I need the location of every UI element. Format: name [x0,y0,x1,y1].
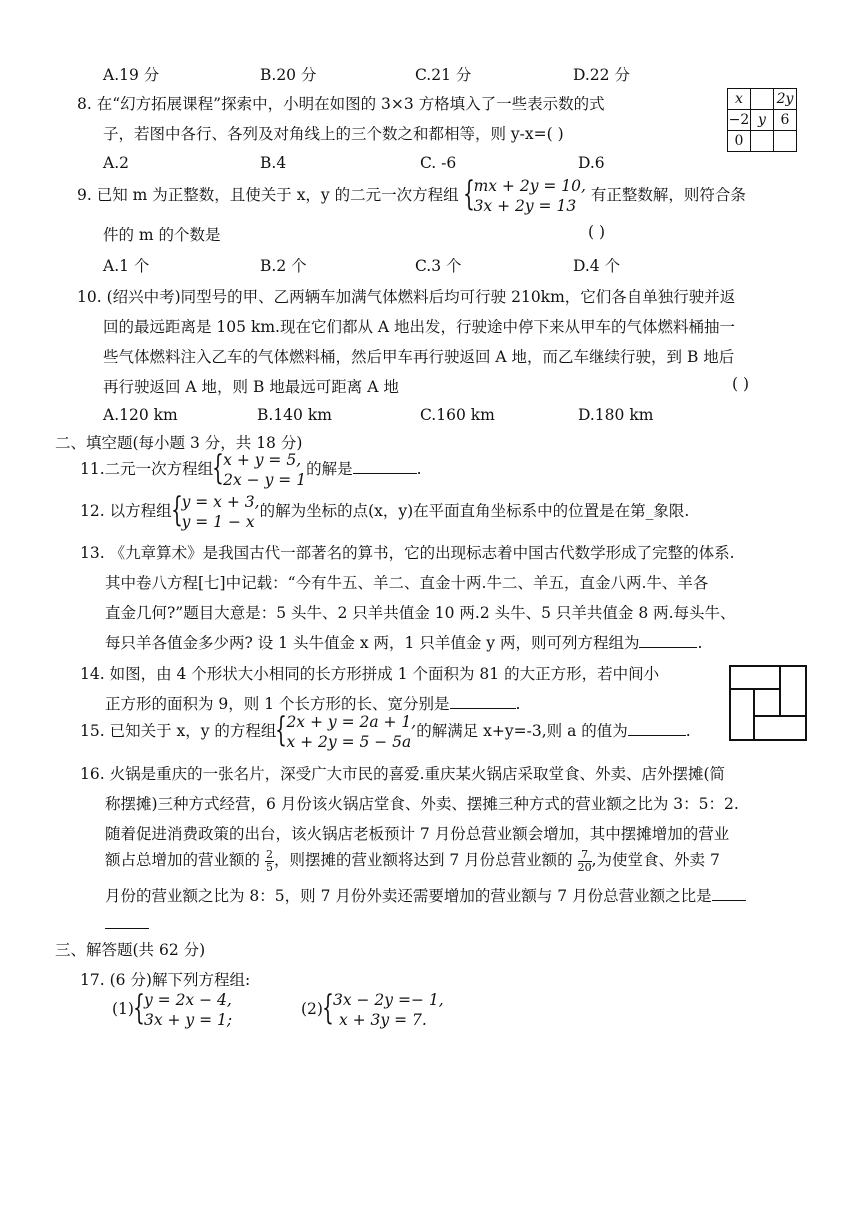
q16-line1: 16. 火锅是重庆的一张名片，深受广大市民的喜爱.重庆某火锅店采取堂食、外卖、店外摆摊(简 [80,765,726,783]
q17-p2-eq2: x + 3y = 7. [338,1011,427,1029]
brace-icon: { [275,710,288,750]
q10-line4: 再行驶返回 A 地，则 B 地最远可距离 A 地 [103,378,399,396]
magic-cell: 6 [774,110,797,131]
q14-line2 [105,692,520,714]
q15-equation-system [276,712,416,752]
q17-part1-label: (1) [112,1000,134,1018]
q17-part2 [301,990,444,1030]
q10-line3: 些气体燃料注入乙车的气体燃料桶，然后甲车再行驶返回 A 地，而乙车继续行驶，到 B 地后 [103,348,735,366]
q15-pre: 15. 已知关于 x，y 的方程组 [80,722,277,740]
q7-option-a: A.19 分 [103,66,160,84]
q16-line4 [105,848,720,874]
question-11 [80,450,422,490]
magic-cell: −2 [728,110,751,131]
q13-line4 [105,631,702,653]
q10-answer-paren: ( ) [732,375,750,393]
q13-line3: 直金几何?”题目大意是：5 头牛、2 只羊共值金 10 两.2 头牛、5 只羊共值金 8 两.每头牛、 [105,604,736,622]
q17-part2-system [323,990,444,1030]
q12-equation-system [172,492,260,532]
magic-cell: 0 [728,131,751,152]
q10-option-a: A.120 km [103,406,178,424]
q17-p1-eq1: y = 2x − 4, [143,991,232,1009]
q11-eq1: x + y = 5, [223,451,302,469]
q15-answer-blank[interactable] [628,721,686,736]
q11-end: . [416,460,422,478]
q8-option-d: D.6 [578,154,605,172]
frac1-numerator: 2 [265,847,273,861]
q9-option-a: A.1 个 [103,257,150,275]
q8-line1: 8. 在“幻方拓展课程”探索中，小明在如图的 3×3 方格填入了一些表示数的式 [77,95,605,113]
q13-line1: 13. 《九章算术》是我国古代一部著名的算书，它的出现标志着中国古代数学形成了完整的体系. [80,544,735,562]
q10-option-c: C.160 km [420,406,495,424]
q17-title: 17. (6 分)解下列方程组: [80,971,251,989]
q14-line1: 14. 如图，由 4 个形状大小相同的长方形拼成 1 个面积为 81 的大正方形，若中间小 [80,665,660,683]
q9-option-d: D.4 个 [573,257,621,275]
q13-answer-blank[interactable] [639,633,697,648]
q9-line1-post: 有正整数解，则符合条 [590,186,746,204]
rectangle-square-figure [729,665,807,741]
q17-p2-eq1: 3x − 2y =− 1, [332,991,444,1009]
magic-cell: y [751,110,774,131]
q14-end: . [515,695,521,713]
q10-option-b: B.140 km [257,406,332,424]
fraction-two-fifths [265,849,274,874]
q16-answer-blank-part1[interactable] [712,886,746,901]
q14-line2-text: 正方形的面积为 9，则 1 个长方形的长、宽分别是 [105,695,450,713]
q17-part1-system [134,990,232,1030]
frac2-numerator: 7 [578,849,592,862]
q17-part1 [112,990,232,1030]
q10-option-d: D.180 km [578,406,654,424]
q7-option-d: D.22 分 [573,66,630,84]
q9-line2: 件的 m 的个数是 [103,226,221,244]
q15-post: 的解满足 x+y=-3,则 a 的值为 [416,722,628,740]
magic-cell [751,89,774,110]
q8-option-a: A.2 [103,154,129,172]
q9-line1 [77,176,746,216]
question-12 [80,492,689,532]
outer-square [730,666,806,740]
q17-part2-label: (2) [301,1000,323,1018]
fraction-seven-twentieths [578,849,592,874]
q9-option-b: B.2 个 [260,257,307,275]
q9-eq1: mx + 2y = 10, [473,177,586,195]
section-2-heading: 二、填空题(每小题 3 分，共 18 分) [55,434,303,452]
magic-cell: 2y [774,89,797,110]
brace-icon: { [321,988,334,1028]
q11-eq2: 2x − y = 1 [223,471,307,489]
q13-end: . [697,634,703,652]
q12-eq2: y = 1 − x [181,513,255,531]
q13-line2: 其中卷八方程[七]中记载：“今有牛五、羊二、直金十两.牛二、羊五，直金八两.牛、羊各 [105,574,709,592]
q14-answer-blank[interactable] [450,694,516,709]
q11-equation-system [213,450,306,490]
question-15 [80,712,691,752]
q10-line2: 回的最远距离是 105 km.现在它们都从 A 地出发，行驶途中停下来从甲车的气体燃料桶抽一 [103,318,736,336]
q11-post: 的解是 [306,460,353,478]
q15-end: . [685,722,691,740]
q16-line5-text: 月份的营业额之比为 8：5，则 7 月份外卖还需要增加的营业额与 7 月份总营业额之比是 [105,887,712,905]
section-3-heading: 三、解答题(共 62 分) [55,941,206,959]
q15-eq1: 2x + y = 2a + 1, [286,713,417,731]
q8-option-b: B.4 [260,154,287,172]
magic-cell: x [728,89,751,110]
q7-option-b: B.20 分 [260,66,317,84]
q7-option-c: C.21 分 [415,66,472,84]
q11-answer-blank[interactable] [353,459,417,474]
q9-option-c: C.3 个 [415,257,462,275]
q12-pre: 12. 以方程组 [80,502,172,520]
brace-icon: { [462,174,475,214]
q12-post: 的解为坐标的点(x，y)在平面直角坐标系中的位置是在第_象限. [259,502,690,520]
q10-line1: 10. (绍兴中考)同型号的甲、乙两辆车加满气体燃料后均可行驶 210km，它们各自单独行驶并返 [77,288,736,306]
q9-eq2: 3x + 2y = 13 [473,197,577,215]
q16-line2: 称摆摊)三种方式经营，6 月份该火锅店堂食、外卖、摆摊三种方式的营业额之比为 3：5：2. [105,795,739,813]
frac2-denominator: 20 [577,860,592,874]
frac1-denominator: 5 [265,860,273,874]
q8-option-c: C. -6 [420,154,457,172]
q12-eq1: y = x + 3, [181,493,260,511]
brace-icon: { [170,490,183,530]
q9-equation-system [464,176,586,216]
q9-answer-paren: ( ) [588,223,606,241]
brace-icon: { [212,448,225,488]
magic-cell [751,131,774,152]
q11-pre: 11.二元一次方程组 [80,460,214,478]
q16-answer-blank-part2[interactable] [105,914,149,929]
q16-line3: 随着促进消费政策的出台，该火锅店老板预计 7 月份总营业额会增加，其中摆摊增加的营业 [105,825,730,843]
q8-line2: 子，若图中各行、各列及对角线上的三个数之和都相等，则 y-x=( ) [103,125,564,143]
q16-line4-a: 额占总增加的营业额的 [105,851,261,869]
q16-line4-b: ，则摆摊的营业额将达到 7 月份总营业额的 [273,851,573,869]
q16-line5 [105,884,746,906]
q13-line4-text: 每只羊各值金多少两? 设 1 头牛值金 x 两，1 只羊值金 y 两，则可列方程组为 [105,634,640,652]
magic-cell [774,131,797,152]
q16-line4-c: ,为使堂食、外卖 7 [591,851,720,869]
magic-square-figure [727,88,797,152]
q15-eq2: x + 2y = 5 − 5a [286,733,412,751]
brace-icon: { [132,988,145,1028]
q17-p1-eq2: 3x + y = 1; [143,1011,233,1029]
q9-line1-pre: 9. 已知 m 为正整数，且使关于 x，y 的二元一次方程组 [77,186,459,204]
